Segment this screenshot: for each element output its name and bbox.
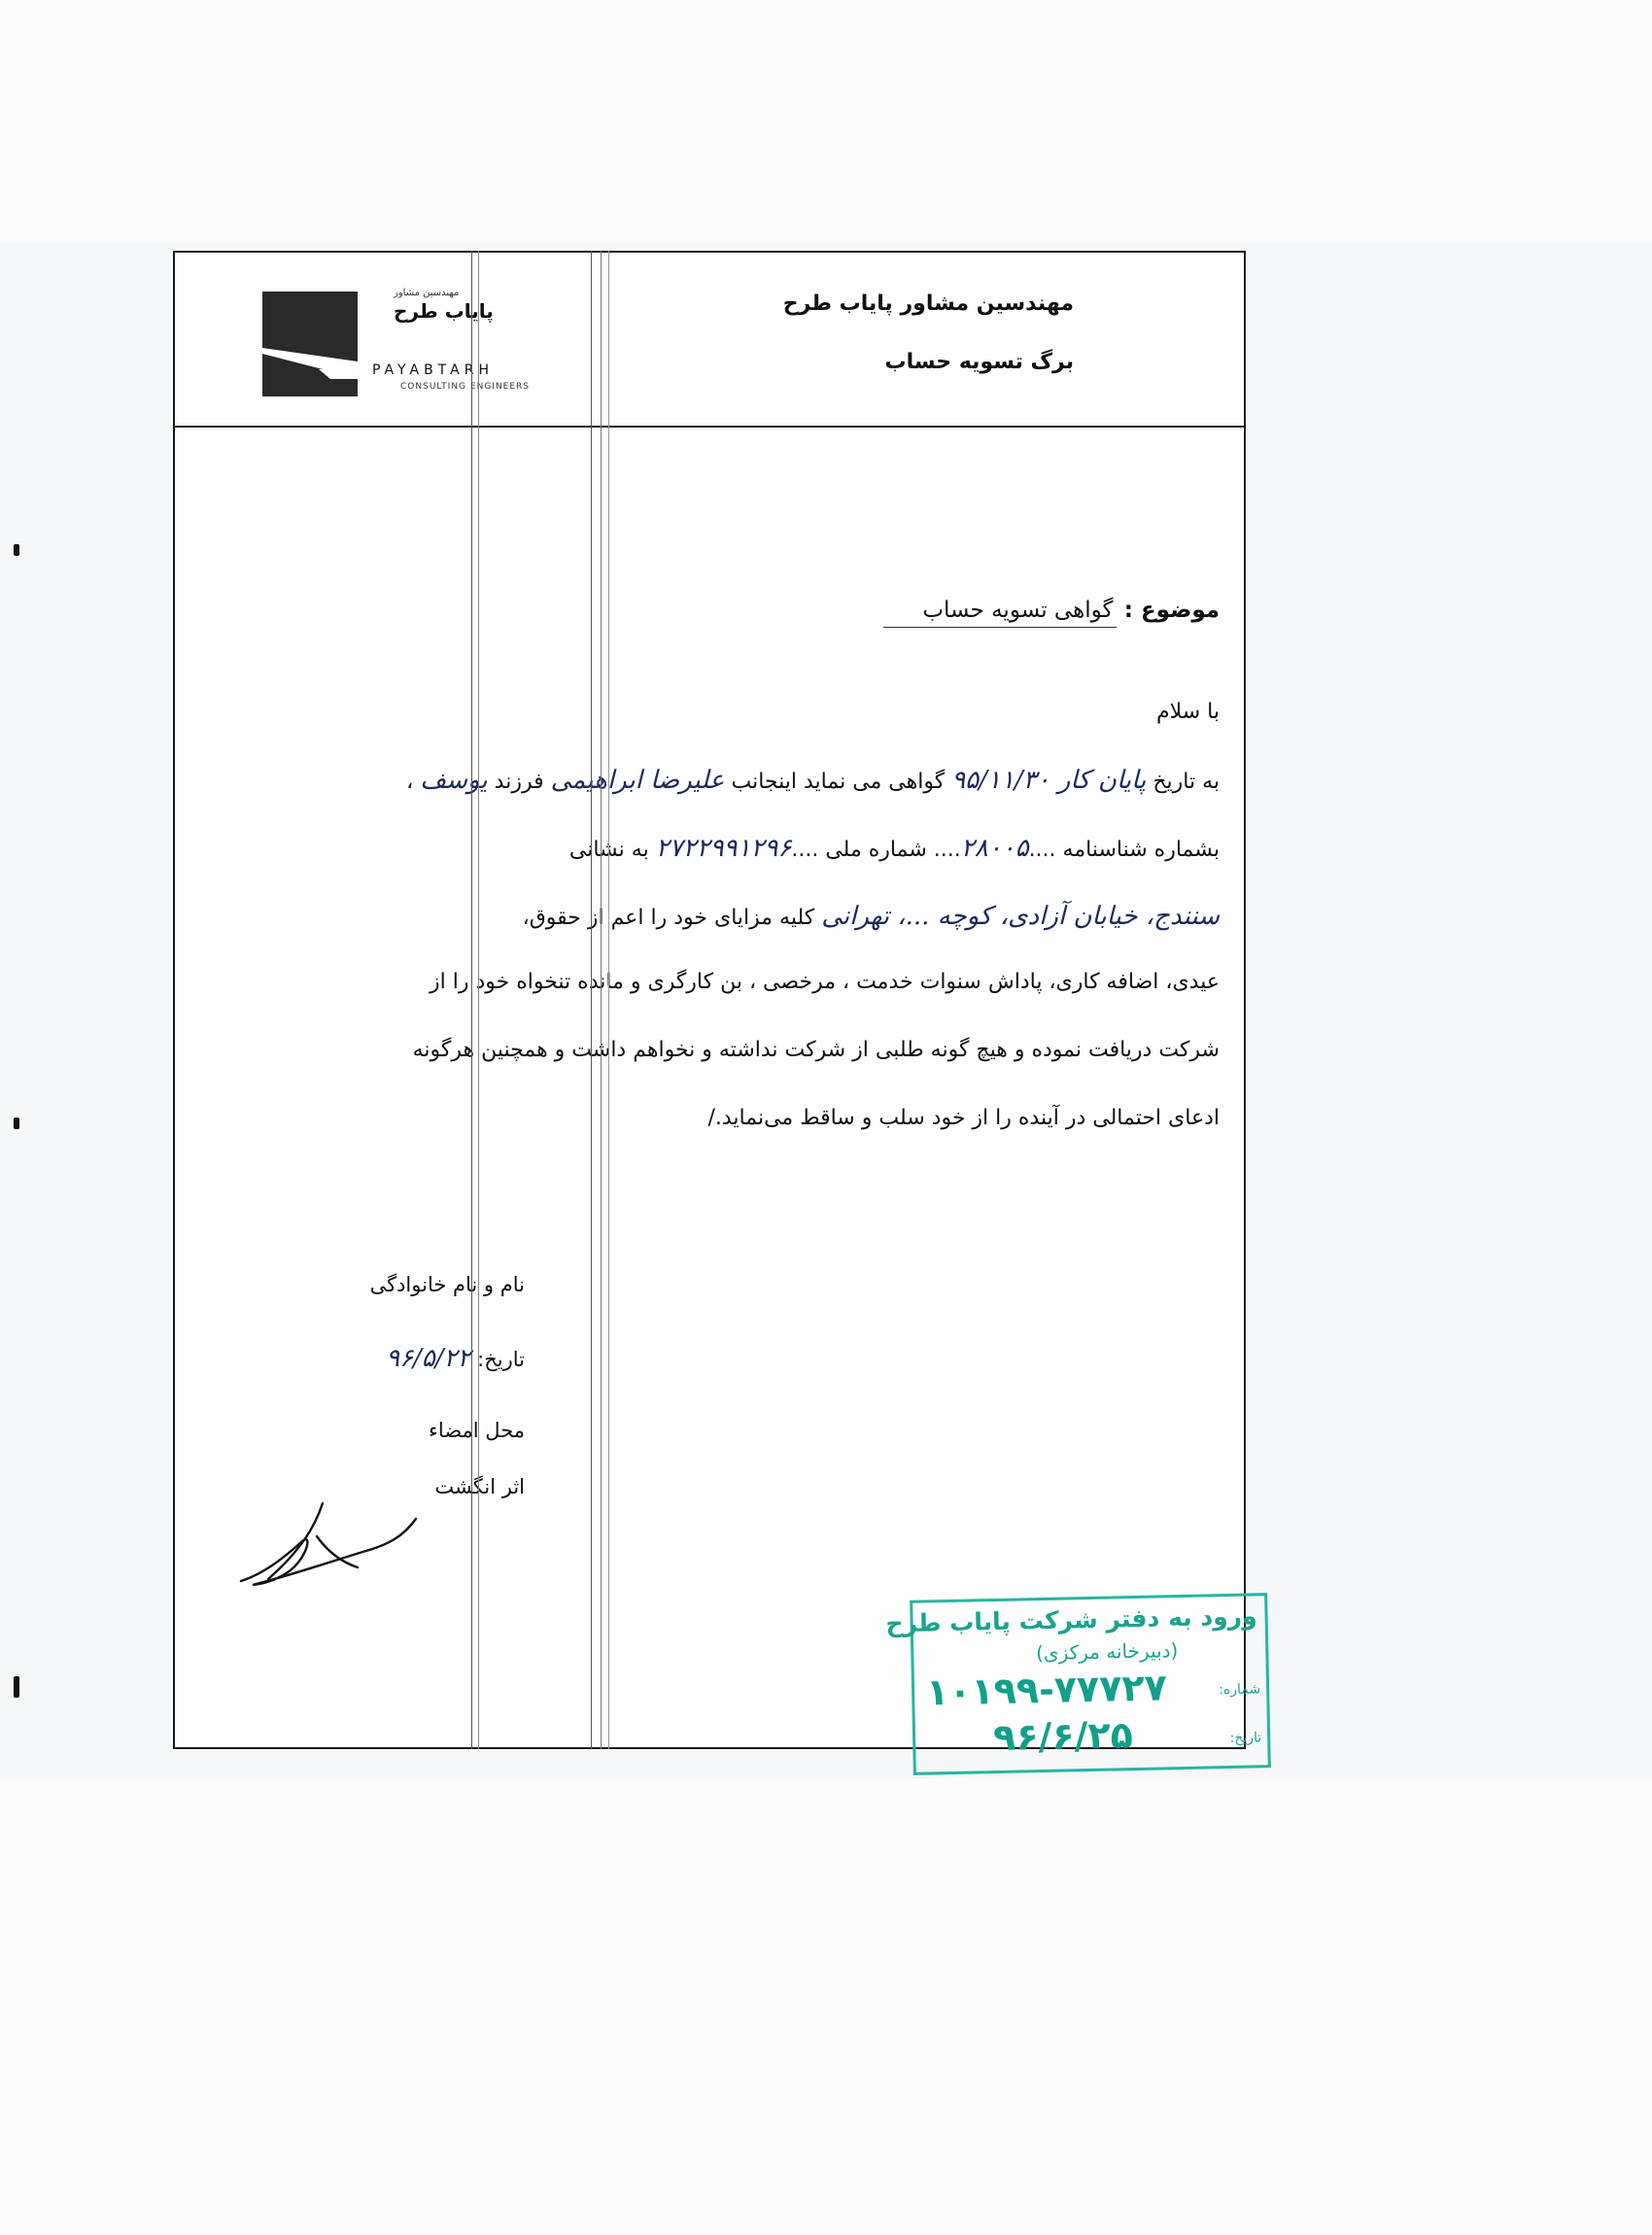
registry-stamp [885,1593,1271,1775]
body-line-3 [523,902,1220,931]
body-line-6: ادعای احتمالی در آینده را از خود سلب و ساقط می‌نماید./ [707,1106,1220,1130]
stamp-date-value: ۹۶/۶/۲۵ [992,1713,1134,1760]
body-line-1 [406,766,1220,795]
punch-mark [14,544,19,556]
stamp-number-value: ۱۰۱۹۹-۷۷۷۲۷ [925,1666,1168,1714]
handwritten-name: علیرضا ابراهیمی [550,766,725,795]
text-segment: ، [406,770,414,794]
scan-artifact-line [608,251,609,1749]
stamp-date-label: تاریخ: [1229,1730,1262,1747]
text-segment: بشماره شناسنامه [1062,838,1220,862]
subject-label: موضوع : [1123,598,1220,623]
dotted-fill: .... [933,838,961,862]
handwritten-date: پایان کار ۹۵/۱۱/۳۰ [951,766,1147,795]
sign-place-label: محل امضاء [429,1419,525,1442]
punch-mark [14,1118,19,1129]
form-title: برگ تسویه حساب [884,350,1074,374]
text-segment: فرزند [494,770,544,794]
text-segment: به نشانی [568,838,649,862]
payabtarh-logo-icon [262,292,358,396]
handwritten-id-number: ۲۸۰۰۵ [960,834,1029,863]
body-line-5: شرکت دریافت نموده و هیچ گونه طلبی از شرکت نداشته و نخواهم داشت و همچنین هرگونه [412,1038,1220,1062]
scan-artifact-line [591,251,592,1749]
text-segment: گواهی می نماید اینجانب [731,770,946,794]
subject-line [883,598,1220,623]
fingerprint-label: اثر انگشت [434,1475,525,1498]
text-segment: شماره ملی [825,838,927,862]
handwritten-national-id: ۲۷۲۲۹۹۱۲۹۶ [655,834,792,863]
stamp-subtitle: (دبیرخانه مرکزی) [1035,1638,1179,1666]
subject-value: گواهی تسویه حساب [883,598,1117,628]
dotted-fill: .... [791,838,819,862]
form-header [175,253,1244,428]
logo-en-subtitle: CONSULTING ENGINEERS [400,382,531,392]
handwritten-address: سنندج، خیابان آزادی، کوچه ...، تهرانی [821,902,1220,931]
logo-fa-small: مهندسین مشاور [394,288,460,298]
body-line-2 [569,834,1220,863]
signature-date-row [272,1344,525,1373]
handwritten-signature-date: ۹۶/۵/۲۲ [386,1344,471,1373]
form-frame [173,251,1262,1760]
stamp-number-label: شماره: [1219,1681,1261,1699]
punch-mark [14,1676,19,1698]
body-line-4: عیدی، اضافه کاری، پاداش سنوات خدمت ، مرخصی ، بن کارگری و مانده تنخواه خود را از [430,970,1220,994]
logo-fa-name: پایاب طرح [394,299,494,323]
text-segment: کلیه مزایای خود را اعم از حقوق، [522,906,815,930]
scan-artifact-line [471,251,472,1749]
handwritten-signature-icon [233,1482,447,1599]
greeting: با سلام [1155,700,1220,724]
date-label: تاریخ: [477,1348,525,1371]
scan-artifact-line [601,251,602,1749]
name-label: نام و نام خانوادگی [369,1273,525,1296]
dotted-fill: .... [1028,838,1056,862]
handwritten-father-name: یوسف [420,766,488,795]
scan-artifact-line [478,251,479,1749]
company-name: مهندسین مشاور پایاب طرح [782,292,1074,316]
text-segment: به تاریخ [1153,770,1220,794]
stamp-title: ورود به دفتر شرکت پایاب طرح [885,1601,1257,1638]
logo-en-name: PAYABTARH [372,362,494,378]
